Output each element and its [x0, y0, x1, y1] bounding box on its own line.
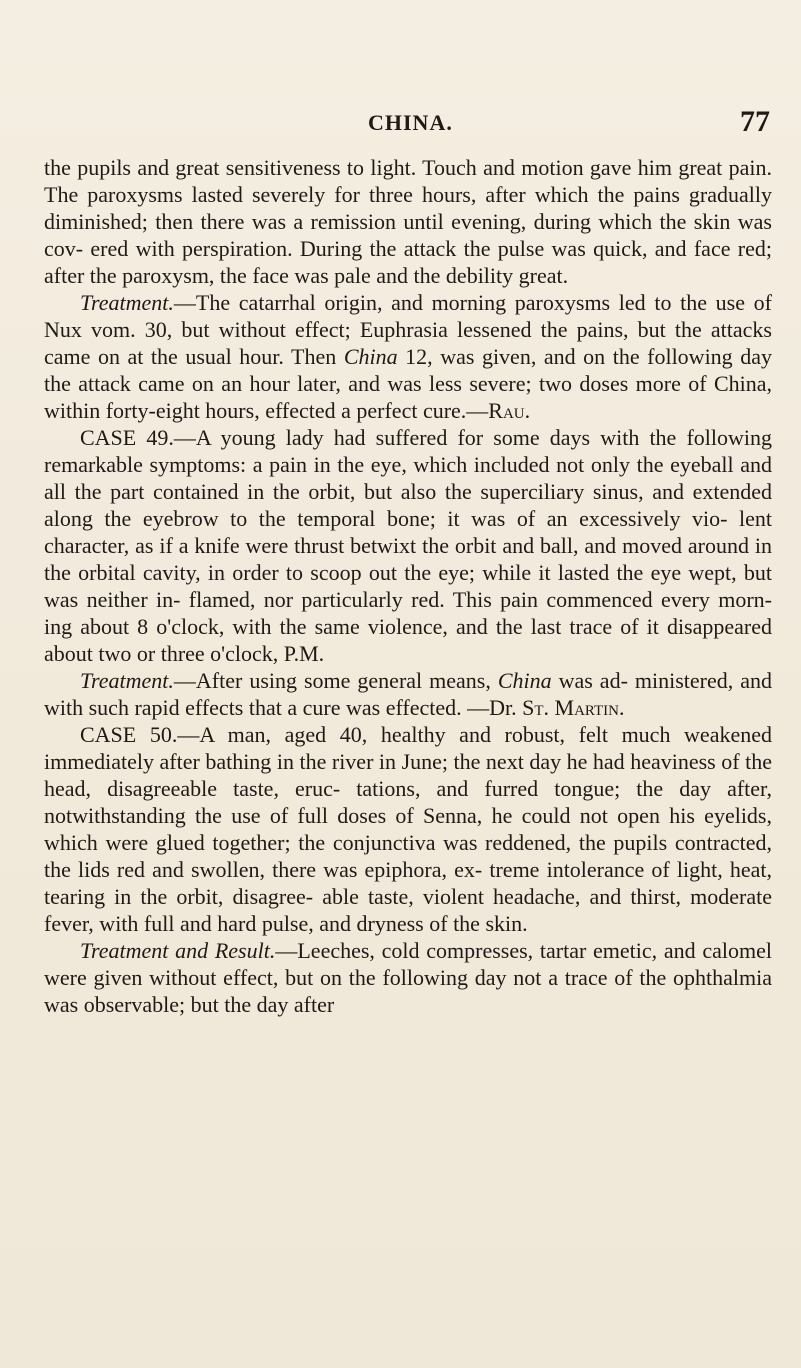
section-lead: Treatment and Result. [80, 938, 276, 963]
paragraph-text: CASE 50.—A man, aged 40, healthy and robust, felt much weakened immediately after bathing in the river in June; the next day he had heaviness of the head, disagreeable taste, eruc- tations, and furred tongue; the day after, notwithstanding the use of full doses of Senna, he could not open his eyelids, which were glued together; the conjunctiva was reddened, the pupils contracted, the lids red and swollen, there was epiphora, ex- treme intolerance of light, heat, tearing in the orbit, disagree- able taste, violent headache, and thirst, moderate fever, with full and hard pulse, and dryness of the skin. [44, 722, 772, 936]
drug-name: China [497, 668, 552, 693]
page-number: 77 [740, 105, 770, 138]
paragraph-text: 12, was given, and on the following day the attack came on an hour later, and was less severe; two doses more of China, within forty-eight hours, effected a perfect cure.— [44, 344, 772, 423]
paragraph-case-50 [44, 721, 772, 937]
body-text [44, 154, 772, 1018]
paragraph-text: —Leeches, cold compresses, tartar emetic, and calomel were given without effect, but on the following day not a trace of the ophthalmia was observable; but the day after [44, 938, 772, 1017]
paragraph-text: —The catarrhal origin, and morning paroxysms led to the use of Nux vom. 30, but without effect; Euphrasia lessened the pains, but the attacks came on at the usual hour. Then [44, 290, 772, 369]
paragraph-case-49 [44, 424, 772, 667]
section-lead: Treatment. [80, 668, 174, 693]
paragraph-continuation [44, 154, 772, 289]
paragraph-text: —After using some general means, [173, 668, 498, 693]
paragraph-treatment-case-48 [44, 289, 772, 424]
time-abbrev: P.M. [283, 641, 325, 666]
paragraph-text: was ad- ministered, and with such rapid effects that a cure was effected. —Dr. [44, 668, 773, 720]
section-lead: Treatment. [80, 290, 174, 315]
running-head [40, 105, 770, 140]
author-name: Rau. [488, 398, 531, 423]
paragraph-treatment-case-50 [44, 937, 772, 1018]
paragraph-treatment-case-49 [44, 667, 772, 721]
author-name: St. Martin. [522, 695, 625, 720]
drug-name: China [343, 344, 398, 369]
paragraph-text: the pupils and great sensitiveness to light. Touch and motion gave him great pain. The paroxysms lasted severely for three hours, after which the pains gradually diminished; then there was a remission until evening, during which the skin was cov- ered with perspiration. During the attack the pulse was quick, and face red; after the paroxysm, the face was pale and the debility great. [44, 155, 772, 288]
running-title: CHINA. [368, 110, 453, 135]
paragraph-text: CASE 49.—A young lady had suffered for some days with the following remarkable symptoms: a pain in the eye, which included not only the eyeball and all the part contained in the orbit, but also the superciliary sinus, and extended along the eyebrow to the temporal bone; it was of an excessively vio- lent character, as if a knife were thrust betwixt the orbit and ball, and moved around in the orbital cavity, in order to scoop out the eye; while it lasted the eye wept, but was neither in- flamed, nor particularly red. This pain commenced every morn- ing about 8 o'clock, with the same violence, and the last trace of it disappeared about two or three o'clock, [44, 425, 772, 666]
